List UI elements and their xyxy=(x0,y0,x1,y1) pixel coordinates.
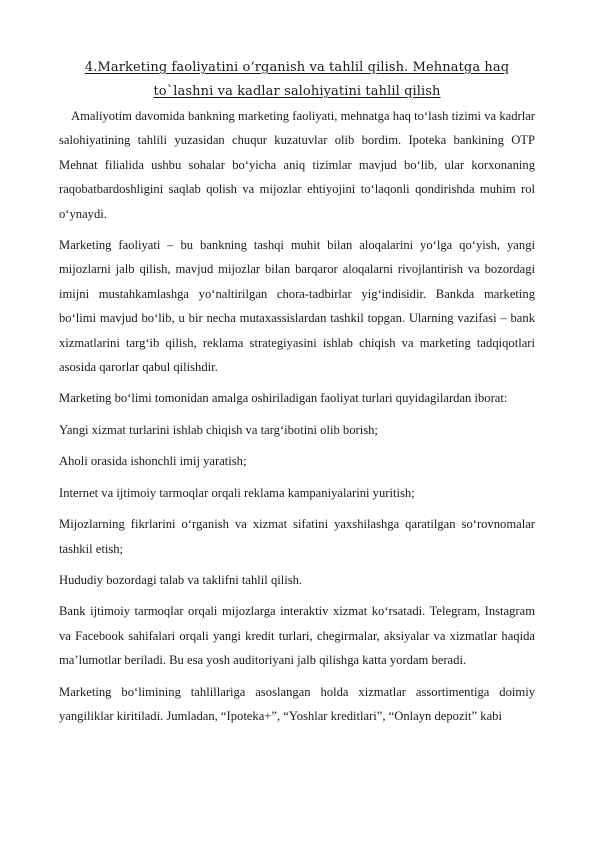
section-title xyxy=(59,56,535,104)
paragraph-social-media: Bank ijtimoiy tarmoqlar orqali mijozlarga interaktiv xizmat ko‘rsatadi. Telegram, Instagram va Facebook sahifalari orqali yangi kredit turlari, chegirmalar, aksiyalar va xizmatlar haqida ma’lumotlar beriladi. Bu esa yosh auditoriyani jalb qilishga katta yordam beradi. xyxy=(59,604,535,668)
section-title-line-1: 4.Marketing faoliyatini o‘rganish va tahlil qilish. Mehnatga haq xyxy=(84,60,510,75)
list-item: Hududiy bozordagi talab va taklifni tahlil qilish. xyxy=(59,572,303,587)
section-title-line-2: to`lashni va kadlar salohiyatini tahlil qilish xyxy=(153,84,441,99)
list-item: Yangi xizmat turlarini ishlab chiqish va targ‘ibotini olib borish; xyxy=(59,422,378,437)
paragraph-marketing-definition: Marketing faoliyati – bu bankning tashqi muhit bilan aloqalarini yo‘lga qo‘yish, yangi mijozlarni jalb qilish, mavjud mijozlar bilan barqaror aloqalarni rivojlantirish va bozordagi imijni mustahkamlashga yo‘naltirilgan chora-tadbirlar yig‘indisidir. Bankda marketing bo‘limi mavjud bo‘lib, u bir necha mutaxassislardan tashkil topgan. Ularning vazifasi – bank xizmatlarini targ‘ib qilish, reklama strategiyasini ishlab chiqish va marketing tadqiqotlari asosida qarorlar qabul qilishdir. xyxy=(59,238,535,375)
paragraph-activities-intro: Marketing bo‘limi tomonidan amalga oshiriladigan faoliyat turlari quyidagilardan iborat: xyxy=(59,391,508,406)
paragraph-intro: Amaliyotim davomida bankning marketing faoliyati, mehnatga haq to‘lash tizimi va kadrlar salohiyatining tahlili yuzasidan chuqur kuzatuvlar olib bordim. Ipoteka bankining OTP Mehnat filialida ushbu sohalar bo‘yicha aniq tizimlar mavjud bo‘lib, ular korxonaning raqobatbardoshligini saqlab qolish va mijozlar ehtiyojini to‘laqonli qondirishda muhim rol o‘ynaydi. xyxy=(59,109,535,221)
list-item: Internet va ijtimoiy tarmoqlar orqali reklama kampaniyalarini yuritish; xyxy=(59,485,415,500)
list-item: Aholi orasida ishonchli imij yaratish; xyxy=(59,454,247,469)
paragraph-assortment: Marketing bo‘limining tahlillariga asoslangan holda xizmatlar assortimentiga doimiy yangiliklar kiritiladi. Jumladan, “Ipoteka+”, “Yoshlar kreditlari”, “Onlayn depozit” kabi xyxy=(59,684,535,723)
document-page xyxy=(59,56,535,728)
list-item: Mijozlarning fikrlarini o‘rganish va xizmat sifatini yaxshilashga qaratilgan so‘rovnomalar tashkil etish; xyxy=(59,517,535,556)
